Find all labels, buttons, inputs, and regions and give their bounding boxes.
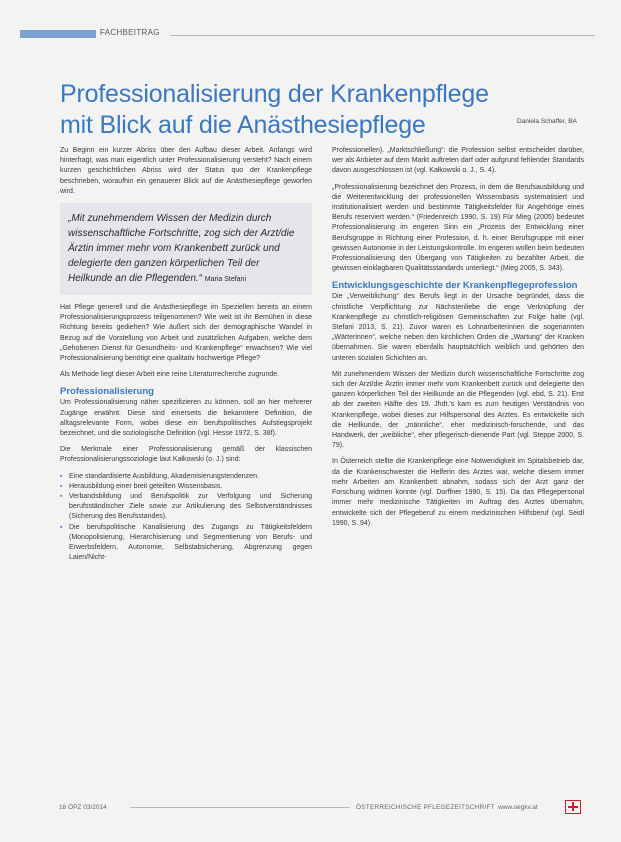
- heading-professionalisierung: Professionalisierung: [60, 386, 154, 398]
- list-item: ▪ Eine standardisierte Ausbildung, Akademisierungstendenzen.: [69, 472, 312, 482]
- austria-paragraph: In Österreich stellte die Krankenpflege eine Notwendigkeit im Spitalsbetrieb dar, da die Krankenschwester die Helferin des Arztes war, welche diesem immer mehr Arbeiten am Krankenbett abnahm, sodass sich der Arzt ganz der Forschung widmen konnte (vgl. Dorffner 1990, S. 15). Da das Pflegepersonal immer mehr medizinische Tätigkeiten im Auftrag des Arztes übernahm, entwickelte sich der Pflegeberuf zu einem medizinischen Hilfsberuf (vgl. Seidl 1990, S. 94).: [332, 458, 584, 527]
- page-footer: [20, 800, 595, 816]
- page-number: 18 ÖPZ 03/2014: [59, 804, 107, 811]
- features-intro-paragraph: Die Merkmale einer Professionalisierung gemäß der klassischen Professionalisierungssoziologie laut Kałkowski (o. J.) sind:: [60, 446, 312, 464]
- journal-url: www.oegkv.at: [498, 804, 538, 811]
- section-header: [20, 28, 595, 40]
- title-line-2: mit Blick auf die Anästhesiepflege: [60, 110, 426, 139]
- history-paragraph: Die „Verweiblichung“ des Berufs liegt in der Ursache begründet, dass die christliche Verpflichtung zur Nächstenliebe die enge Verknüpfung der Krankenpflege zu christlich-religiösen Gemeinschaften zur Folge hatte (vgl. Stefani 2013, S. 21). Zuvor waren es Lohnarbeiterinnen die sogenannten „Wärterinnen“, welche neben den kirchlichen Orden die „Wartung“ der Kranken übernahmen. Sie waren ebenfalls hauptsächlich weiblich und gehörten den unteren sozialen Schichten an.: [332, 293, 584, 362]
- method-paragraph: Als Methode liegt dieser Arbeit eine reine Literaturrecherche zugrunde.: [60, 371, 280, 379]
- features-list: [60, 472, 312, 564]
- section-accent-bar: [20, 30, 96, 38]
- heading-entwicklungsgeschichte: Entwicklungsgeschichte der Krankenpflegeprofession: [332, 280, 578, 292]
- section-label: FACHBEITRAG: [100, 28, 160, 37]
- header-rule: [170, 35, 595, 36]
- knowledge-paragraph: Mit zunehmendem Wissen der Medizin durch wissenschaftliche Fortschritte zog sich der Arzt/die Ärztin immer mehr vom Krankenbett zurück und delegierte den ganzen körperlichen Teil der Heilkunde an die Pflegenden (vgl. ebd, S. 21). Erst ab der zweiten Hälfte des 19. Jhdt.'s kam es zum heutigen Verständnis von Krankenpflege, wobei dieses zur Hilfspersonal des Arztes. Es entwickelte sich die Heilkunde, der „männliche“, eher medizinisch-forschende, und das Handwerk, der „weibliche“, eher pflegerisch-dienende Part (vgl. Steppe 2000, S. 79).: [332, 370, 584, 450]
- journal-name: ÖSTERREICHISCHE PFLEGEZEITSCHRIFT: [356, 804, 495, 811]
- cross-logo-icon: [565, 800, 581, 814]
- question-paragraph: Hat Pflege generell und die Anästhesiepflege im Speziellen bereits an einem Professionalisierungsprozess teilgenommen? Wie weit ist ihr Bemühen in diese Richtung bereits gediehen? Wie äußert sich der demographische Wandel in Bezug auf die Vorstellung von Arbeit und zusätzlichen Aufgaben, welche dem „Gehobenen Dienst für Gesundheits- und Krankenpflege“ erwachsen? Wie viel Professionalisierung benötigt eine qualitativ hochwertige Pflege?: [60, 304, 312, 363]
- list-item: ▪ Verbandsbildung und Berufspolitik zur Verfolgung und Sicherung berufsständischer Ziele sowie zur Artikulierung des Selbstverständnisses (Sicherung des Berufsstandes).: [69, 492, 312, 523]
- continuation-paragraph: Professionellen). „Marktschließung“: die Profession selbst entscheidet darüber, wer als Anbieter auf dem Markt auftreten darf oder aufgrund fehlender Standards davon ausgeschlossen ist (vgl. Kałkowski o. J., S. 4).: [332, 147, 584, 175]
- pull-quote: [60, 203, 312, 295]
- definition-paragraph: Um Professionalisierung näher spezifizieren zu können, soll an hier mehrerer Zugänge erwähnt. Diese sind einerseits die bekanntere Definition, die alltagsrelevante Form, wobei diese ein berufspolitisches Aufstiegsprojekt bezeichnet, und die soziologische Definition (vgl. Hesse 1972, S. 38f).: [60, 399, 312, 438]
- article-title: [60, 79, 530, 141]
- quote-text: „Mit zunehmendem Wissen der Medizin durch wissenschaftliche Fortschritte, zog sich der Arzt/die Ärztin immer mehr vom Krankenbett zurück und delegierte den ganzen körperlichen Teil der Heilkunde an die Pflegenden.“: [68, 213, 295, 285]
- author-name: Daniela Schaffer, BA: [517, 118, 577, 125]
- left-column: [60, 146, 312, 569]
- intro-paragraph: Zu Beginn ein kurzer Abriss über den Aufbau dieser Arbeit. Anfangs wird hinterfragt, was man eigentlich unter Professionalisierung versteht? Nach einem kurzen geschichtlichen Abriss wird der Status quo der Krankenpflege beschrieben, woraufhin ein genauerer Blick auf die Anästhesiepflege geworfen wird.: [60, 147, 312, 195]
- footer-rule: [130, 807, 350, 808]
- list-item: ▪ Herausbildung einer breit geteilten Wissensbasis.: [69, 482, 312, 492]
- quote-author: Maria Stefani: [204, 276, 247, 284]
- title-line-1: Professionalisierung der Krankenpflege: [60, 79, 489, 108]
- quote-definition-paragraph: „Professionalisierung bezeichnet den Prozess, in dem die Berufsausbildung und die Weiterentwicklung der professionellen Wissensbasis systematisiert und institutionalisiert werden und bestimmte Tätigkeitsfelder für Angehörige eines Berufs reserviert werden.“ (Friedenreich 1990, S. 19) Für Mieg (2005) bedeutet Professionalisierung im engeren Sinn ein „Prozess der Entwicklung einer Berufsgruppe in Richtung einer Profession, d. h. einer Berufsgruppe mit einer gewissen Autonomie in der Leistungskontrolle. Im engeren wollen beim bedeuten Professionalisierung den Übergang von Tätigkeiten zu bezahlter Arbeit, die gewissen einklagbaren Qualitätsstandards unterliegt.“ (Mieg 2005, S. 343).: [332, 183, 584, 273]
- right-column: [332, 146, 584, 535]
- list-item: ▪ Die berufspolitische Kanalisierung des Zugangs zu Tätigkeitsfeldern (Monopolisierung, Hierarchisierung und Segmentierung von Berufs- und Erwerbsfeldern, Autonomie, Selbstabsicherung, Abgrenzung gegen Laien/Nicht-: [69, 523, 312, 564]
